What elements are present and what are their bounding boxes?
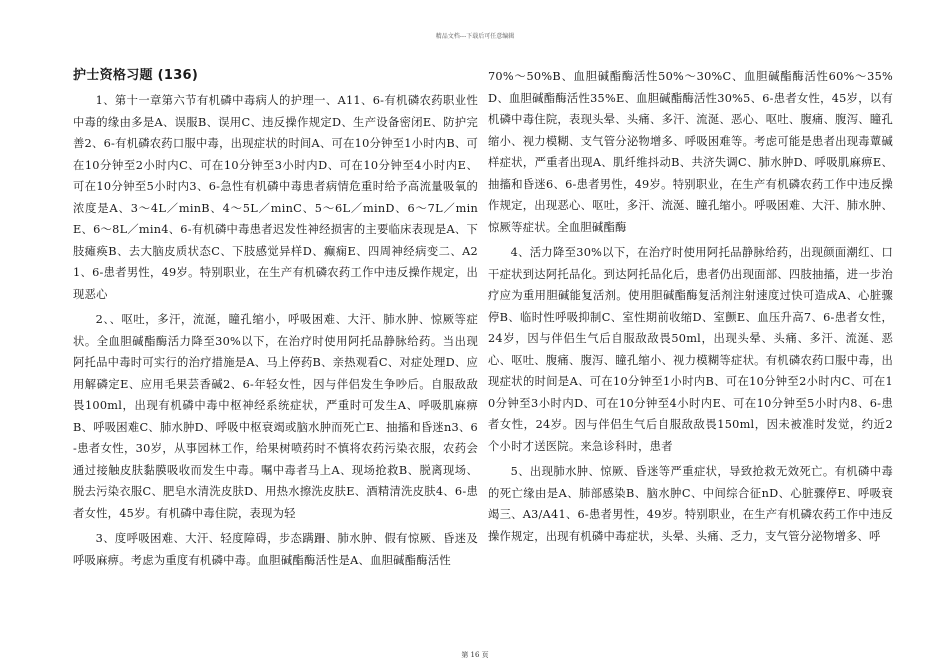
left-column bbox=[73, 66, 478, 648]
paragraph-3: 3、度呼吸困难、大汗、轻度障碍，步态蹒跚、肺水肿、假有惊厥、昏迷及呼吸麻痹。考虑为重度有机磷中毒。血胆碱酯酶活性是A、血胆碱酯酶活性 bbox=[73, 532, 478, 567]
paragraph-2: 2、、呕吐，多汗，流涎，瞳孔缩小，呼吸困难、大汗、肺水肿、惊厥等症状。全血胆碱酯酶活力降至30%以下，在治疗时使用阿托品静脉给药。当出现阿托品中毒时可实行的治疗措施是A、马上停药B、亲热观看C、对症处理D、应用解磷定E、应用毛果芸香碱2、6-年轻女性，因与伴侣发生争吵后。自服敌敌畏100ml，出现有机磷中毒中枢神经系统症状，严重时可发生A、呼吸肌麻痹B、呼吸困难C、肺水肿D、呼吸中枢衰竭或脑水肿而死亡E、抽搐和昏迷n3、6-患者女性，30岁，从事园林工作，给果树喷药时不慎将农药污染衣服，农药会通过接触皮肤黏膜吸收而发生中毒。嘱中毒者马上A、现场抢救B、脱离现场、脱去污染衣服C、肥皂水清洗皮肤D、用热水擦洗皮肤E、酒精清洗皮肤4、6-患者女性，45岁。有机磷中毒住院，表现为轻 bbox=[73, 313, 478, 520]
paragraph-1: 1、第十一章第六节有机磷中毒病人的护理一、A11、6-有机磷农药职业性中毒的缘由多是A、误服B、误用C、违反操作规定D、生产设备密闭E、防护完善2、6-有机磷农药口服中毒，出现症状的时间A、可在10分钟至1小时内B、可在10分钟至2小时内C、可在10分钟至3小时内D、可在10分钟至4小时内E、可在10分钟至5小时内3、6-急性有机磷中毒患者病情危重时给予高流量吸氧的浓度是A、3～4L／minB、4～5L／minC、5～6L／minD、6～7L／minE、6～8L／min4、6-有机磷中毒患者迟发性神经损害的主要临床表现是A、下肢瘫痪B、去大脑皮质状态C、下肢感觉异样D、癫痫E、四周神经病变二、A21、6-患者男性，49岁。特别职业，在生产有机磷农药工作中违反操作规定，出现恶心 bbox=[73, 94, 478, 301]
paragraph-4: 4、活力降至30%以下，在治疗时使用阿托品静脉给药，出现颜面潮红、口干症状到达阿托品化。到达阿托品化后，患者仍出现面部、四肢抽搐，进一步治疗应为重用胆碱能复活剂。使用胆碱酯酶复活剂注射速度过快可造成A、心脏骤停B、临时性呼吸抑制C、室性期前收缩D、室颤E、血压升高7、6-患者女性，24岁，因与伴侣生气后自服敌敌畏50ml，出现头晕、头痛、多汗、流涎、恶心、呕吐、腹痛、腹泻、瞳孔缩小、视力模糊等症状。有机磷农药口服中毒，出现症状的时间是A、可在10分钟至1小时内B、可在10分钟至2小时内C、可在10分钟至3小时内D、可在10分钟至4小时内E、可在10分钟至5小时内8、6-患者女性，24岁。因与伴侣生气后自服敌敌畏150ml，因未被准时发觉，约近2个小时才送医院。来急诊科时，患者 bbox=[488, 246, 893, 453]
paragraph-5: 5、出现肺水肿、惊厥、昏迷等严重症状，导致抢救无效死亡。有机磷中毒的死亡缘由是A、肺部感染B、脑水肿C、中间综合征nD、心脏骤停E、呼吸衰竭三、A3/A41、6-患者男性，49岁。特别职业，在生产有机磷农药工作中违反操作规定，出现有机磷中毒症状，头晕、头痛、乏力，支气管分泌物增多、呼 bbox=[488, 465, 893, 543]
right-column bbox=[488, 66, 893, 648]
page-header: 精品文档---下载后可任意编辑 bbox=[435, 33, 515, 40]
page-footer: 第 16 页 bbox=[461, 651, 489, 659]
page-title: 护士资格习题 (136) bbox=[73, 68, 199, 83]
paragraph-3-continued: 70%～50%B、血胆碱酯酶活性50%～30%C、血胆碱酯酶活性60%～35%D、血胆碱酯酶活性35%E、血胆碱酯酶活性30%5、6-患者女性，45岁，以有机磷中毒住院，表现头晕、头痛、多汗、流涎、恶心、呕吐、腹痛、腹泻、瞳孔缩小、视力模糊、支气管分泌物增多、呼吸困难等。考虑可能是患者出现毒蕈碱样症状，严重者出现A、肌纤维抖动B、共济失调C、肺水肿D、呼吸肌麻痹E、抽搐和昏迷6、6-患者男性，49岁。特别职业，在生产有机磷农药工作中违反操作规定，出现恶心、呕吐，多汗、流涎、瞳孔缩小。呼吸困难、大汗、肺水肿、惊厥等症状。全血胆碱酯酶 bbox=[488, 70, 893, 234]
